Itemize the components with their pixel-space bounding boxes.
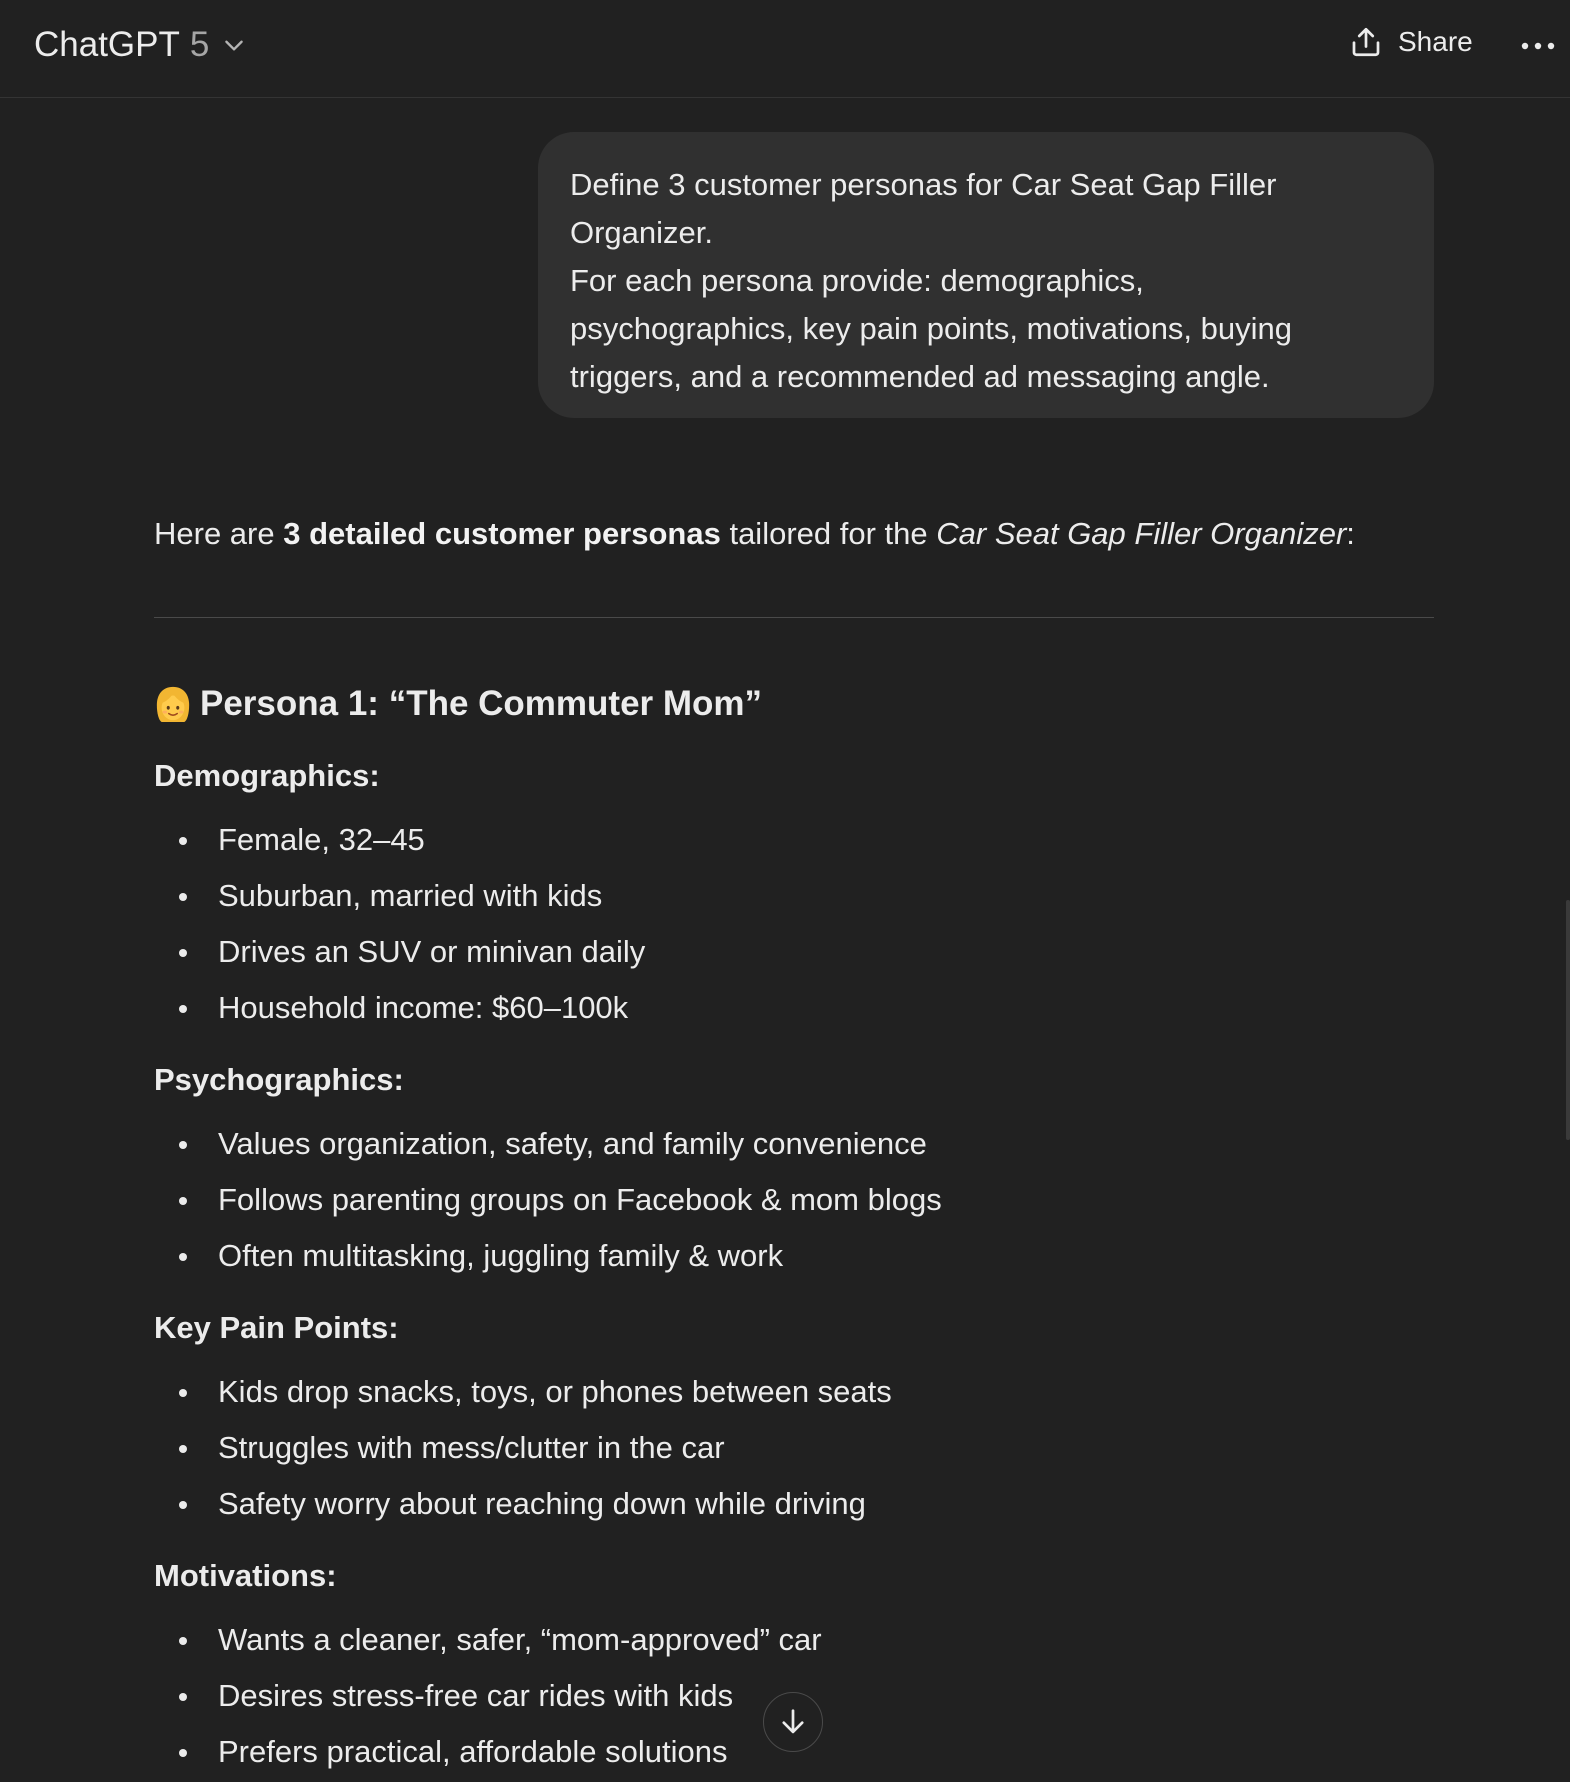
list-item: Safety worry about reaching down while driving: [154, 1482, 892, 1538]
list-item: Kids drop snacks, toys, or phones between seats: [154, 1370, 892, 1426]
persona-title-text: Persona 1: “The Commuter Mom”: [200, 684, 763, 723]
list-item: Wants a cleaner, safer, “mom-approved” car: [154, 1618, 822, 1674]
intro-text: Here are: [154, 516, 284, 551]
user-message-line: For each persona provide: demographics,: [570, 263, 1144, 298]
intro-text: tailored for the: [720, 516, 937, 551]
list-item: Struggles with mess/clutter in the car: [154, 1426, 892, 1482]
intro-text: :: [1346, 516, 1355, 551]
scroll-to-bottom-button[interactable]: [763, 1692, 823, 1752]
list-item: Values organization, safety, and family convenience: [154, 1122, 942, 1178]
list-item: Desires stress-free car rides with kids: [154, 1674, 822, 1730]
chevron-down-icon: [221, 32, 247, 58]
list-item: Household income: $60–100k: [154, 986, 645, 1042]
user-message-line: Define 3 customer personas for Car Seat Gap Filler: [570, 167, 1277, 202]
model-switcher[interactable]: [34, 25, 247, 65]
share-label: Share: [1398, 26, 1473, 57]
model-version: 5: [189, 25, 210, 64]
more-icon[interactable]: [1518, 30, 1558, 62]
demographics-list: [154, 818, 645, 1042]
user-message-line: psychographics, key pain points, motivations, buying: [570, 311, 1293, 346]
share-icon: [1348, 24, 1384, 60]
persona-title: [154, 680, 762, 728]
list-item: Often multitasking, juggling family & work: [154, 1234, 942, 1290]
scrollbar[interactable]: [1566, 900, 1570, 1140]
list-item: Prefers practical, affordable solutions: [154, 1730, 822, 1782]
list-item: Female, 32–45: [154, 818, 645, 874]
top-bar: [0, 0, 1570, 98]
section-heading-pain-points: Key Pain Points:: [154, 1310, 399, 1345]
user-message-bubble: [538, 132, 1434, 418]
section-heading-demographics: Demographics:: [154, 758, 380, 793]
intro-bold: 3 detailed customer personas: [283, 516, 721, 551]
arrow-down-icon: [776, 1705, 810, 1739]
divider: [154, 617, 1434, 618]
pain-points-list: [154, 1370, 892, 1538]
model-name: ChatGPT: [34, 25, 180, 64]
woman-emoji-icon: [154, 685, 192, 723]
section-heading-psychographics: Psychographics:: [154, 1062, 404, 1097]
intro-italic: Car Seat Gap Filler Organizer: [936, 516, 1347, 551]
list-item: Suburban, married with kids: [154, 874, 645, 930]
user-message-line: triggers, and a recommended ad messaging angle.: [570, 359, 1270, 394]
list-item: Follows parenting groups on Facebook & mom blogs: [154, 1178, 942, 1234]
share-button[interactable]: [1348, 24, 1473, 60]
section-heading-motivations: Motivations:: [154, 1558, 337, 1593]
response-intro: [154, 510, 1355, 558]
user-message-line: Organizer.: [570, 215, 714, 250]
list-item: Drives an SUV or minivan daily: [154, 930, 645, 986]
motivations-list: [154, 1618, 822, 1782]
psychographics-list: [154, 1122, 942, 1290]
